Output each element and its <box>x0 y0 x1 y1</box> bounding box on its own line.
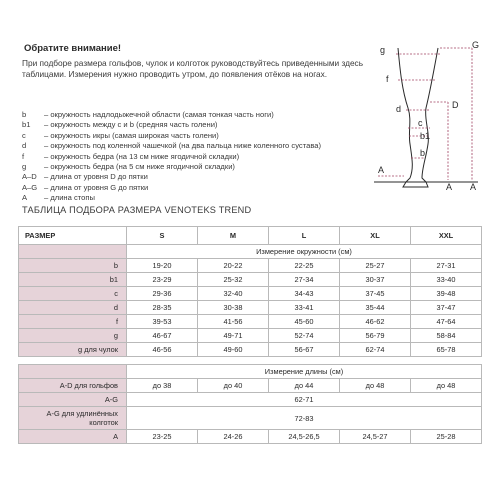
table-cell: 41-56 <box>198 315 269 329</box>
diagram-label-D: D <box>452 100 459 110</box>
legend-description: – окружность бедра (на 13 см ниже ягодичной складки) <box>44 151 240 161</box>
circumference-title: Измерение окружности (см) <box>127 245 482 259</box>
table-cell: 72-83 <box>127 407 482 430</box>
table-cell: 27-31 <box>411 259 482 273</box>
table-cell: 30-38 <box>198 301 269 315</box>
legend-description: – длина стопы <box>44 193 95 203</box>
table-row <box>19 430 482 444</box>
diagram-label-G: G <box>472 40 480 50</box>
leg-outline-right <box>422 48 438 182</box>
table-cell: 39-48 <box>411 287 482 301</box>
legend-item <box>22 183 372 193</box>
row-label: d <box>19 301 127 315</box>
table-cell: до 40 <box>198 379 269 393</box>
row-label: f <box>19 315 127 329</box>
table-row <box>19 301 482 315</box>
table-cell: 25-27 <box>340 259 411 273</box>
table-row <box>19 273 482 287</box>
table-cell: 62-71 <box>127 393 482 407</box>
table-cell: 37-47 <box>411 301 482 315</box>
table-row <box>19 379 482 393</box>
row-label: A-G для удлинённых колготок <box>19 407 127 430</box>
legend-item <box>22 131 372 141</box>
table-cell: 23-29 <box>127 273 198 287</box>
table-cell: 25-32 <box>198 273 269 287</box>
gap-cell <box>19 357 482 365</box>
foot-outline <box>403 182 428 187</box>
table-cell: до 48 <box>411 379 482 393</box>
legend-key: b <box>22 110 27 119</box>
table-row <box>19 343 482 357</box>
table-cell: 37-45 <box>340 287 411 301</box>
legend-item <box>22 141 372 151</box>
label-blank <box>19 365 127 379</box>
legend-description: – окружность надлодыжечной области (самая тонкая часть ноги) <box>44 110 274 119</box>
header-s: S <box>127 227 198 245</box>
legend-item <box>22 110 372 120</box>
diagram-label-b: b <box>420 148 426 158</box>
table-row <box>19 407 482 430</box>
table-cell: 34-43 <box>269 287 340 301</box>
table-cell: 56-67 <box>269 343 340 357</box>
table-cell: 20-22 <box>198 259 269 273</box>
row-label: A <box>19 430 127 444</box>
legend-description: – окружность под коленной чашечкой (на два пальца ниже коленного сустава) <box>44 141 322 151</box>
table-row <box>19 287 482 301</box>
notice-text: При подборе размера гольфов, чулок и колготок руководствуйтесь приведенными здесь таблицами. Измерения нужно проводить утром, до появления отёков на ногах. <box>22 58 364 79</box>
table-cell: до 44 <box>269 379 340 393</box>
leg-outline-left <box>398 48 412 182</box>
table-row <box>19 329 482 343</box>
legend-key: A–D <box>22 172 37 182</box>
size-table-title: ТАБЛИЦА ПОДБОРА РАЗМЕРА VENOTEKS TREND <box>22 205 252 215</box>
legend-item <box>22 193 372 203</box>
row-label: b <box>19 259 127 273</box>
row-label: A-G <box>19 393 127 407</box>
header-size: РАЗМЕР <box>19 227 127 245</box>
table-cell: 65-78 <box>411 343 482 357</box>
table-cell: 49-71 <box>198 329 269 343</box>
table-cell: 47-64 <box>411 315 482 329</box>
row-label: g <box>19 329 127 343</box>
diagram-label-b1: b1 <box>420 131 431 141</box>
table-cell: 27-34 <box>269 273 340 287</box>
table-cell: 46-67 <box>127 329 198 343</box>
row-label: A-D для гольфов <box>19 379 127 393</box>
legend-item <box>22 120 372 130</box>
legend-item <box>22 172 372 182</box>
table-cell: 49-60 <box>198 343 269 357</box>
legend-item <box>22 152 372 162</box>
legend-description: – длина от уровня G до пятки <box>44 182 149 192</box>
table-cell: 52-74 <box>269 329 340 343</box>
legend-item <box>22 162 372 172</box>
table-cell: 56-79 <box>340 329 411 343</box>
length-title: Измерение длины (см) <box>127 365 482 379</box>
row-label: b1 <box>19 273 127 287</box>
table-cell: 23-25 <box>127 430 198 444</box>
table-cell: 24,5-26,5 <box>269 430 340 444</box>
diagram-label-A-bottom-1: A <box>446 182 453 190</box>
table-row <box>19 259 482 273</box>
legend-key: c <box>22 130 26 140</box>
header-xxl: XXL <box>411 227 482 245</box>
legend-description: – окружность между c и b (средняя часть голени) <box>44 120 218 130</box>
table-cell: 45-60 <box>269 315 340 329</box>
legend-key: A <box>22 193 28 203</box>
size-table <box>18 226 482 444</box>
table-gap <box>19 357 482 365</box>
legend-description: – окружность бедра (на 5 см ниже ягодичной складки) <box>44 162 235 172</box>
legend-description: – окружность икры (самая широкая часть голени) <box>44 130 219 140</box>
table-cell: 24,5-27 <box>340 430 411 444</box>
circumference-subheader-row <box>19 245 482 259</box>
table-cell: 32-40 <box>198 287 269 301</box>
table-cell: 33-41 <box>269 301 340 315</box>
table-cell: 58-84 <box>411 329 482 343</box>
header-row <box>19 227 482 245</box>
legend-key: f <box>22 151 25 161</box>
diagram-label-f: f <box>386 74 389 84</box>
diagram-label-c: c <box>418 118 423 128</box>
table-cell: 24-26 <box>198 430 269 444</box>
legend-key: b1 <box>22 120 31 130</box>
diagram-label-g: g <box>380 45 386 55</box>
table-cell: 33-40 <box>411 273 482 287</box>
table-cell: 62-74 <box>340 343 411 357</box>
diagram-label-A-left: A <box>378 165 385 175</box>
leg-measurement-diagram <box>368 40 483 190</box>
table-cell: 39-53 <box>127 315 198 329</box>
table-cell: 25-28 <box>411 430 482 444</box>
table-row <box>19 393 482 407</box>
row-label: c <box>19 287 127 301</box>
legend-key: A–G <box>22 182 38 192</box>
table-cell: 19-20 <box>127 259 198 273</box>
diagram-label-d: d <box>396 104 402 114</box>
table-cell: 28-35 <box>127 301 198 315</box>
header-l: L <box>269 227 340 245</box>
legend-key: d <box>22 141 27 151</box>
legend-description: – длина от уровня D до пятки <box>44 172 148 182</box>
table-cell: 29-36 <box>127 287 198 301</box>
table-cell: 46-56 <box>127 343 198 357</box>
table-row <box>19 315 482 329</box>
header-xl: XL <box>340 227 411 245</box>
diagram-label-A-bottom-2: A <box>470 182 477 190</box>
legend-key: g <box>22 162 27 172</box>
table-cell: до 38 <box>127 379 198 393</box>
table-cell: 46-62 <box>340 315 411 329</box>
table-cell: до 48 <box>340 379 411 393</box>
table-cell: 35-44 <box>340 301 411 315</box>
length-subheader-row <box>19 365 482 379</box>
notice-title: Обратите внимание! <box>24 43 122 54</box>
measurement-legend <box>22 110 372 204</box>
table-cell: 30-37 <box>340 273 411 287</box>
table-cell: 22-25 <box>269 259 340 273</box>
row-label: g для чулок <box>19 343 127 357</box>
header-m: M <box>198 227 269 245</box>
